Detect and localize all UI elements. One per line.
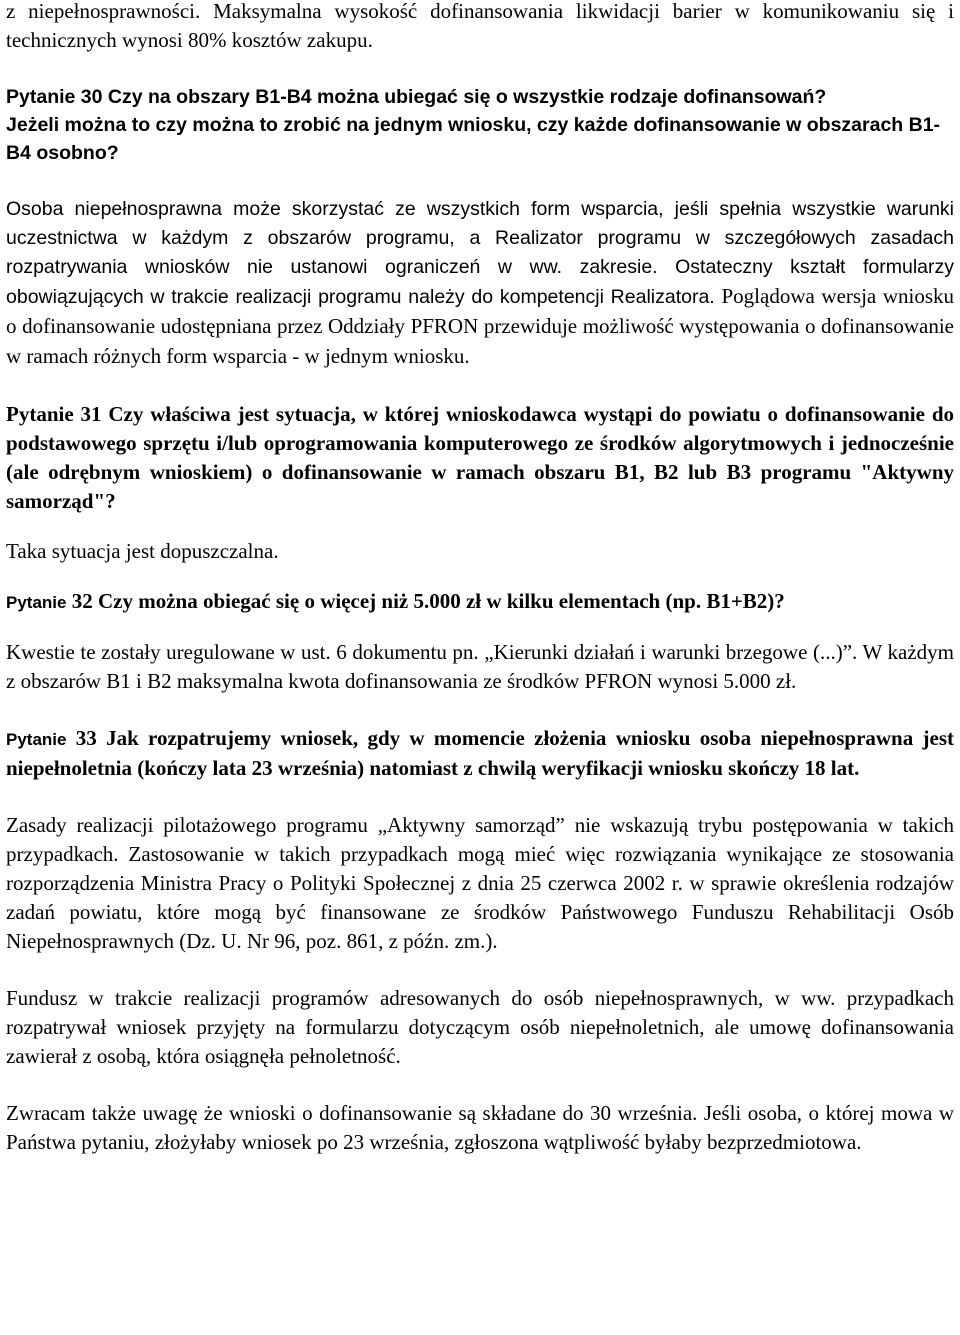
- answer-31-text: Taka sytuacja jest dopuszczalna.: [6, 539, 279, 563]
- answer-33-part-e: Jeśli osoba, o której mowa w Państwa pytaniu, złożyłaby wniosek po 23 września, zgłoszona wątpliwość byłaby bezprzedmiotowa.: [6, 1101, 955, 1154]
- intro-text: z niepełnosprawności. Maksymalna wysokość dofinansowania likwidacji barier w komunikowaniu się i technicznych wynosi 80% kosztów zakupu.: [6, 0, 954, 52]
- answer-32: [6, 638, 954, 696]
- question-31-text: Pytanie 31 Czy właściwa jest sytuacja, w której wnioskodawca wystąpi do powiatu o dofinansowanie do podstawowego sprzętu i/lub oprogramowania komputerowego ze środków algorytmowych i jednocześnie (ale odrębnym wnioskiem) o dofinansowanie w ramach obszaru B1, B2 lub B3 programu "Aktywny samorząd"?: [6, 402, 954, 513]
- question-33-text: 33 Jak rozpatrujemy wniosek, gdy w momencie złożenia wniosku osoba niepełnosprawna jest niepełnoletnia (kończy lata 23 września) natomiast z chwilą weryfikacji wniosku skończy 18 lat.: [6, 726, 954, 780]
- question-30: [6, 83, 954, 167]
- intro-paragraph: [6, 0, 954, 55]
- question-30-line-a: Pytanie 30 Czy na obszary B1-B4 można ubiegać się o wszystkie rodzaje dofinansowań?: [6, 86, 827, 108]
- question-33-prefix: Pytanie: [6, 730, 67, 749]
- answer-33-part-d: Zwracam także uwagę że wnioski o dofinansowanie są składane do 30 września.: [6, 1101, 698, 1125]
- question-32: [6, 587, 954, 617]
- answer-33-deadline-paragraph: [6, 1099, 954, 1157]
- question-33: [6, 724, 954, 783]
- answer-33-fund-paragraph: [6, 984, 954, 1071]
- answer-32-text: Kwestie te zostały uregulowane w ust. 6 dokumentu pn. „Kierunki działań i warunki brzegowe (...)”. W każdym z obszarów B1 i B2 maksymalna kwota dofinansowania ze środków PFRON wynosi 5.000 zł.: [6, 640, 954, 693]
- question-30-line-b: Jeżeli można to czy można to zrobić na jednym wniosku, czy każde dofinansowanie w obszarach B1-B4 osobno?: [6, 114, 941, 164]
- answer-30: [6, 195, 954, 372]
- answer-33: [6, 811, 954, 956]
- question-31: [6, 400, 954, 516]
- answer-30-part-a: Osoba niepełnosprawna może skorzystać ze wszystkich form wsparcia, jeśli spełnia wszystkie warunki uczestnictwa w każdym z obszarów programu, a Realizator programu w szczegółowych zasadach rozpatrywania wniosków nie ustanowi ograniczeń w ww. zakresie. Ostateczny kształt formularzy obowiązujących w trakcie realizacji programu należy do kompetencji Realizatora.: [6, 198, 954, 308]
- question-32-prefix: Pytanie: [6, 593, 67, 612]
- document-page: [6, 0, 954, 1157]
- answer-30-part-b: Poglądowa wersja wniosku o dofinansowanie udostępniana przez Oddziały PFRON przewiduje możliwość występowania o dofinansowanie w ramach różnych form wsparcia - w jednym wniosku.: [6, 284, 954, 368]
- question-32-text: 32 Czy można obiegać się o więcej niż 5.000 zł w kilku elementach (np. B1+B2)?: [66, 589, 785, 613]
- answer-33-part-b: Zastosowanie w takich przypadkach mogą mieć więc rozwiązania wynikające ze stosowania rozporządzenia Ministra Pracy o Polityki Społecznej z dnia 25 czerwca 2002 r. w sprawie określenia rodzajów zadań powiatu, które mogą być finansowane ze środków Państwowego Funduszu Rehabilitacji Osób Niepełnosprawnych (Dz. U. Nr 96, poz. 861, z późn. zm.).: [6, 842, 955, 953]
- answer-33-part-c: Fundusz w trakcie realizacji programów adresowanych do osób niepełnosprawnych, w ww. przypadkach rozpatrywał wniosek przyjęty na formularzu dotyczącym osób niepełnoletnich, ale umowę dofinansowania zawierał z osobą, która osiągnęła pełnoletność.: [6, 986, 954, 1068]
- answer-31: [6, 537, 954, 566]
- answer-33-part-a: Zasady realizacji pilotażowego programu „Aktywny samorząd” nie wskazują trybu postępowania w takich przypadkach.: [6, 813, 954, 866]
